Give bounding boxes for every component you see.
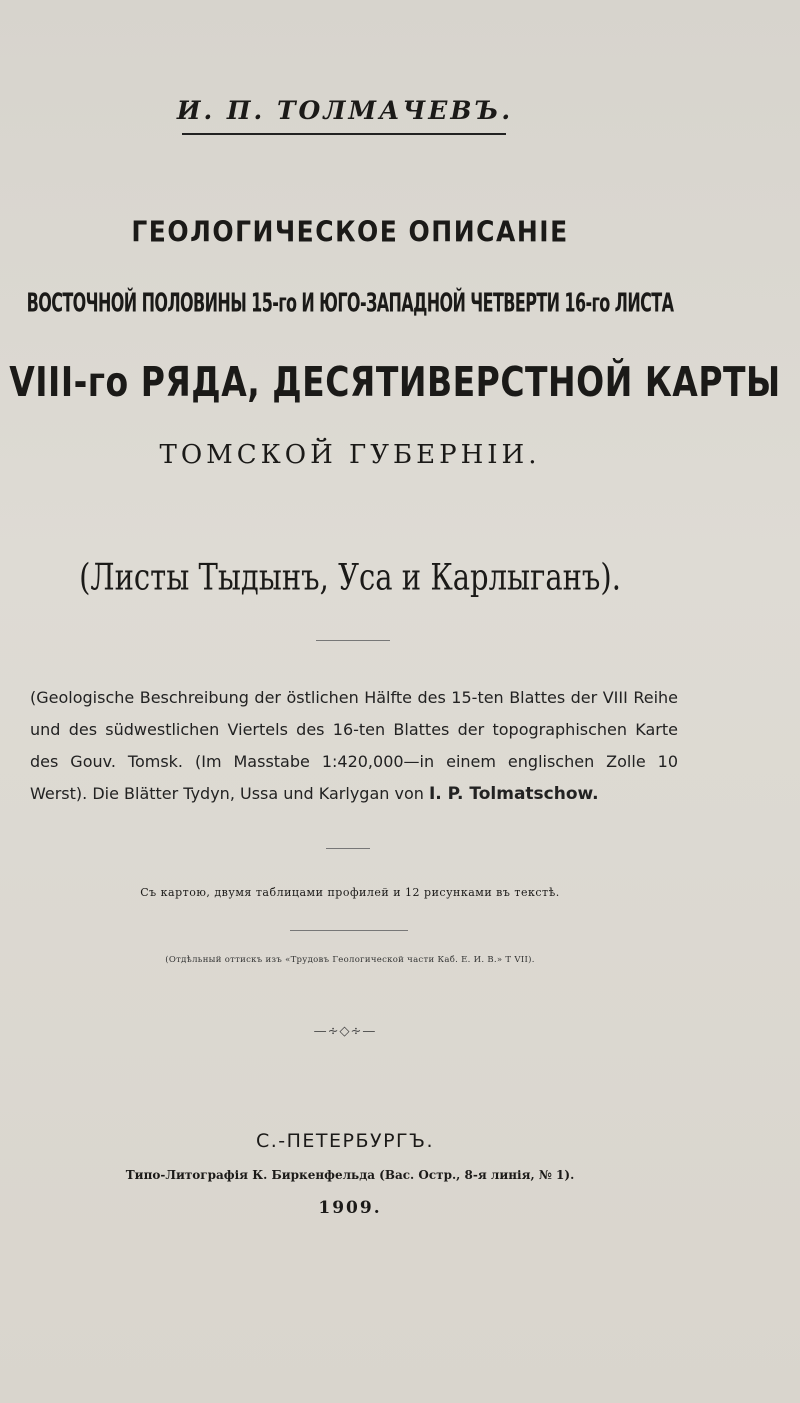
author-underline: [182, 133, 506, 135]
offprint-note: (Отдѣльный оттискъ изъ «Трудовъ Геологической части Каб. Е. И. В.» Т VII).: [165, 955, 535, 965]
ornament: —∻◇∻—: [313, 1024, 377, 1039]
divider-rule-1: [316, 640, 390, 641]
german-author: I. P. Tolmatschow.: [428, 784, 599, 804]
german-text: (Geologische Beschreibung der östlichen Hälfte des 15-ten Blattes der VIII Reihe und des südwestlichen Viertels des 16-ten Blattes der topographischen Karte des Gouv. Tomsk. (Im Masstabe 1:420,000—in einem englischen Zolle 10 Werst). Die Blätter Tydyn, Ussa und Karlygan von: [30, 688, 678, 803]
title-line-3: VIII-го РЯДА, ДЕСЯТИВЕРСТНОЙ КАРТЫ: [9, 357, 781, 406]
subtitle-sheets: (Листы Тыдынъ, Уса и Карлыганъ).: [79, 555, 621, 599]
title-line-1: ГЕОЛОГИЧЕСКОЕ ОПИСАНІЕ: [131, 214, 569, 249]
imprint-year: 1909.: [318, 1198, 382, 1218]
imprint-printer: Типо-Литографія К. Биркенфельда (Вас. Остр., 8-я линія, № 1).: [125, 1168, 575, 1182]
title-line-4: ТОМСКОЙ ГУБЕРНІИ.: [159, 440, 541, 470]
imprint-city: С.-ПЕТЕРБУРГЪ.: [255, 1130, 435, 1152]
author-name: И. П. ТОЛМАЧЕВЪ.: [176, 96, 514, 125]
title-line-2: ВОСТОЧНОЙ ПОЛОВИНЫ 15-го И ЮГО-ЗАПАДНОЙ ЧЕТВЕРТИ 16-го ЛИСТА: [26, 287, 674, 318]
divider-rule-3: [290, 930, 408, 931]
divider-rule-2: [326, 848, 370, 849]
german-description: [30, 682, 678, 810]
illustrations-note: Съ картою, двумя таблицами профилей и 12 рисунками въ текстѣ.: [140, 886, 560, 899]
